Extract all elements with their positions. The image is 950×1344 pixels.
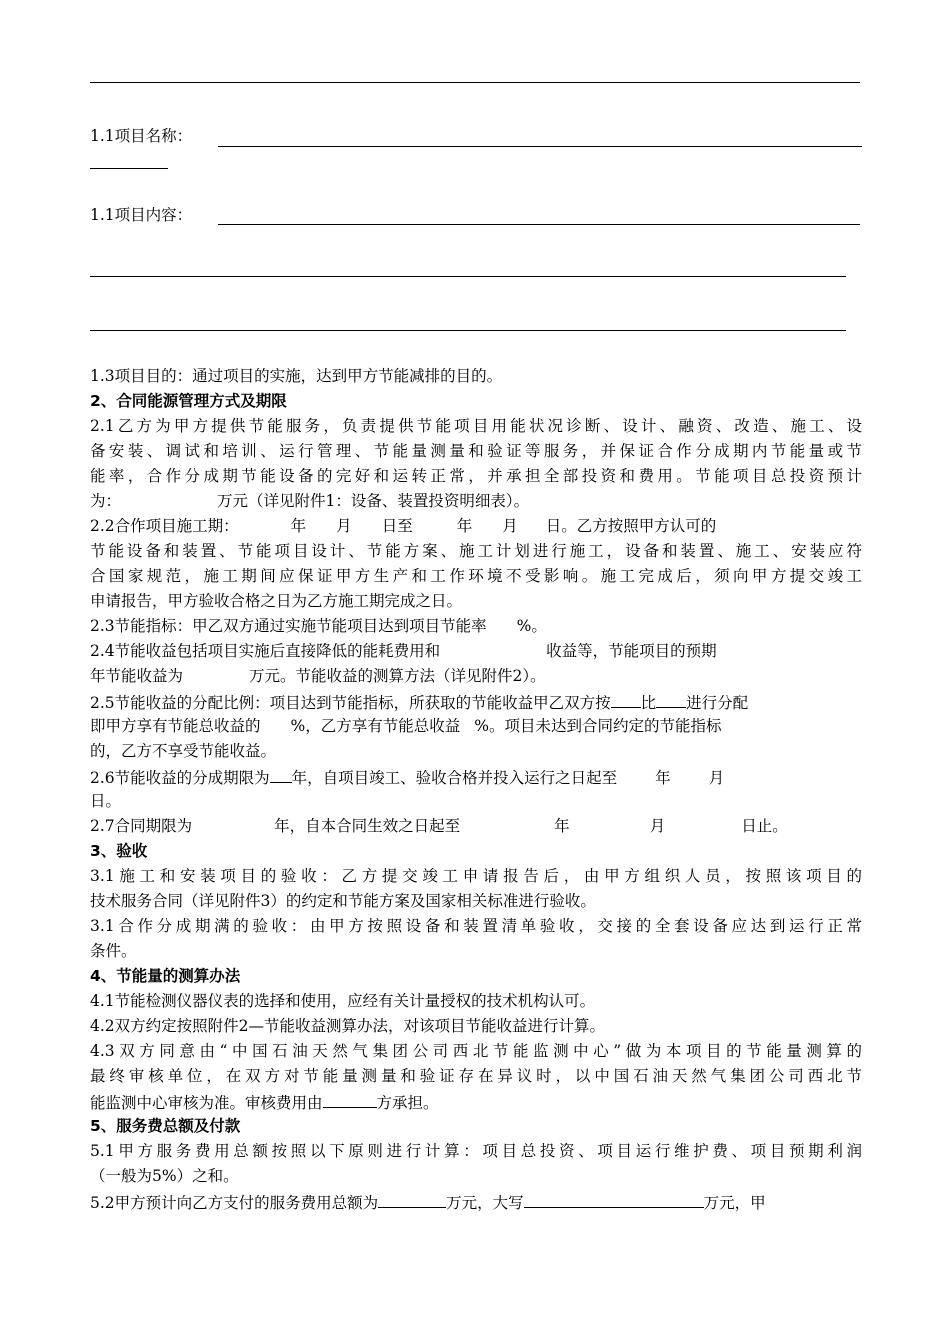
ratio-tail: 进行分配 [686, 694, 749, 712]
para-4-3-line-3 [90, 1089, 862, 1114]
para-2-3 [90, 614, 862, 639]
ratio-word: 比 [640, 694, 657, 712]
month-label: 月 [502, 517, 518, 535]
share-period-text: 年，自项目竣工、验收合格并投入运行之日起至 [291, 769, 618, 787]
service-fee-label: 5.2甲方预计向乙方支付的服务费用总额为 [90, 1194, 379, 1212]
para-2-1-line-1: 2.1乙方为甲方提供节能服务，负责提供节能项目用能状况诊断、设计、融资、改造、施工、设 [90, 417, 862, 435]
month-label: 月 [336, 517, 352, 535]
construction-period-tail: 日。乙方按照甲方认可的 [545, 517, 717, 535]
investment-unit: 万元（详见附件1：设备、装置投资明细表）。 [217, 492, 530, 510]
investment-label: 为： [90, 492, 122, 510]
project-purpose: 1.3项目目的：通过项目的实施，达到甲方节能减排的目的。 [90, 367, 503, 385]
saving-income-tail: 收益等，节能项目的预期 [546, 642, 717, 660]
para-2-6-line-2: 日。 [90, 792, 122, 810]
project-name-blank-cont [90, 168, 168, 169]
service-fee-tail: 万元，甲 [703, 1194, 766, 1212]
day-to-label: 日至 [381, 517, 413, 535]
para-3-1-line-1: 3.1施工和安装项目的验收：乙方提交竣工申请报告后，由甲方组织人员，按照该项目的 [90, 867, 862, 885]
project-name-label: 1.1项目名称： [90, 127, 193, 145]
para-5-1-line-2: （一般为5%）之和。 [90, 1167, 239, 1185]
share-period-blank [270, 764, 292, 783]
audit-fee-label: 能监测中心审核为准。审核费用由 [90, 1094, 323, 1112]
year-label: 年 [456, 517, 473, 535]
share-period-label: 2.6节能收益的分成期限为 [90, 769, 270, 787]
percent-sign: %。 [516, 617, 547, 635]
annual-income-tail: 万元。节能收益的测算方法（详见附件2）。 [249, 667, 546, 685]
saving-income-label: 2.4节能收益包括项目实施后直接降低的能耗费用和 [90, 642, 441, 660]
project-content-blank-2 [90, 276, 846, 277]
para-2-6-line-1 [90, 764, 862, 789]
project-content-blank-1 [218, 224, 860, 225]
section-2-heading: 2、合同能源管理方式及期限 [90, 392, 287, 410]
construction-period-label: 2.2合作项目施工期： [90, 517, 239, 535]
section-3-heading: 3、验收 [90, 842, 148, 860]
para-2-1-line-2: 备安装、调试和培训、运行管理、节能量测量和验证等服务，并保证合作分成期内节能量或节 [90, 442, 862, 460]
party-a-share-label: 即甲方享有节能总收益的 [90, 717, 261, 735]
service-fee-blank [378, 1189, 446, 1208]
para-4-3-line-1: 4.3双方同意由“中国石油天然气集团公司西北节能监测中心”做为本项目的节能量测算的 [90, 1042, 862, 1060]
contract-term-tail: 日止。 [741, 817, 788, 835]
top-rule [90, 82, 860, 83]
month-label: 月 [649, 817, 666, 835]
para-2-5-line-1 [90, 689, 862, 714]
ratio-blank-b [656, 689, 686, 708]
ratio-blank-a [611, 689, 641, 708]
section-5-heading: 5、服务费总额及付款 [90, 1117, 241, 1135]
para-2-1-line-3: 能率，合作分成期节能设备的完好和运转正常，并承担全部投资和费用。节能项目总投资预计 [90, 467, 862, 485]
ratio-label: 2.5节能收益的分配比例：项目达到节能指标，所获取的节能收益甲乙双方按 [90, 694, 611, 712]
annual-income-label: 年节能收益为 [90, 667, 184, 685]
contract-term-label: 2.7合同期限为 [90, 817, 193, 835]
audit-fee-tail: 方承担。 [376, 1094, 439, 1112]
year-label: 年 [554, 817, 570, 835]
para-2-7 [90, 814, 862, 839]
para-4-1: 4.1节能检测仪器仪表的选择和使用，应经有关计量授权的技术机构认可。 [90, 992, 596, 1010]
share-tail: %。项目未达到合同约定的节能指标 [474, 717, 722, 735]
party-b-share-label: %，乙方享有节能总收益 [290, 717, 461, 735]
para-2-5-line-3: 的，乙方不享受节能收益。 [90, 742, 277, 760]
para-2-4-line-1 [90, 639, 862, 664]
para-4-2: 4.2双方约定按照附件2—节能收益测算办法，对该项目节能收益进行计算。 [90, 1017, 606, 1035]
para-2-5-line-2 [90, 714, 862, 739]
section-4-heading: 4、节能量的测算办法 [90, 967, 241, 985]
para-2-4-line-2 [90, 664, 862, 689]
year-label: 年 [655, 769, 671, 787]
para-2-2-line-2: 节能设备和装置、节能项目设计、节能方案、施工计划进行施工，设备和装置、施工、安装应符 [90, 542, 862, 560]
para-5-1-line-1: 5.1甲方服务费用总额按照以下原则进行计算：项目总投资、项目运行维护费、项目预期利润 [90, 1142, 862, 1160]
project-name-blank [218, 146, 862, 147]
saving-target-label: 2.3节能指标：甲乙双方通过实施节能项目达到项目节能率 [90, 617, 487, 635]
project-content-label: 1.1项目内容： [90, 206, 193, 224]
para-3-2-line-2: 条件。 [90, 942, 137, 960]
service-fee-capital-label: 万元，大写 [446, 1194, 524, 1212]
service-fee-capital-blank [524, 1189, 704, 1208]
para-2-2-line-4: 申请报告，甲方验收合格之日为乙方施工期完成之日。 [90, 592, 463, 610]
para-4-3-line-2: 最终审核单位，在双方对节能量测量和验证存在异议时，以中国石油天然气集团公司西北节 [90, 1067, 862, 1085]
para-2-1-line-4 [90, 489, 862, 514]
audit-fee-blank [323, 1089, 377, 1108]
year-label: 年 [290, 517, 307, 535]
para-5-2-line-1 [90, 1189, 862, 1214]
para-3-2-line-1: 3.1合作分成期满的验收：由甲方按照设备和装置清单验收，交接的全套设备应达到运行正常 [90, 917, 862, 935]
contract-term-text: 年，自本合同生效之日起至 [274, 817, 461, 835]
para-3-1-line-2: 技术服务合同（详见附件3）的约定和节能方案及国家相关标准进行验收。 [90, 892, 596, 910]
month-label: 月 [708, 769, 725, 787]
project-content-blank-3 [90, 330, 846, 331]
para-2-2-line-1 [90, 514, 862, 539]
para-2-2-line-3: 合国家规范，施工期间应保证甲方生产和工作环境不受影响。施工完成后，须向甲方提交竣工 [90, 567, 862, 585]
